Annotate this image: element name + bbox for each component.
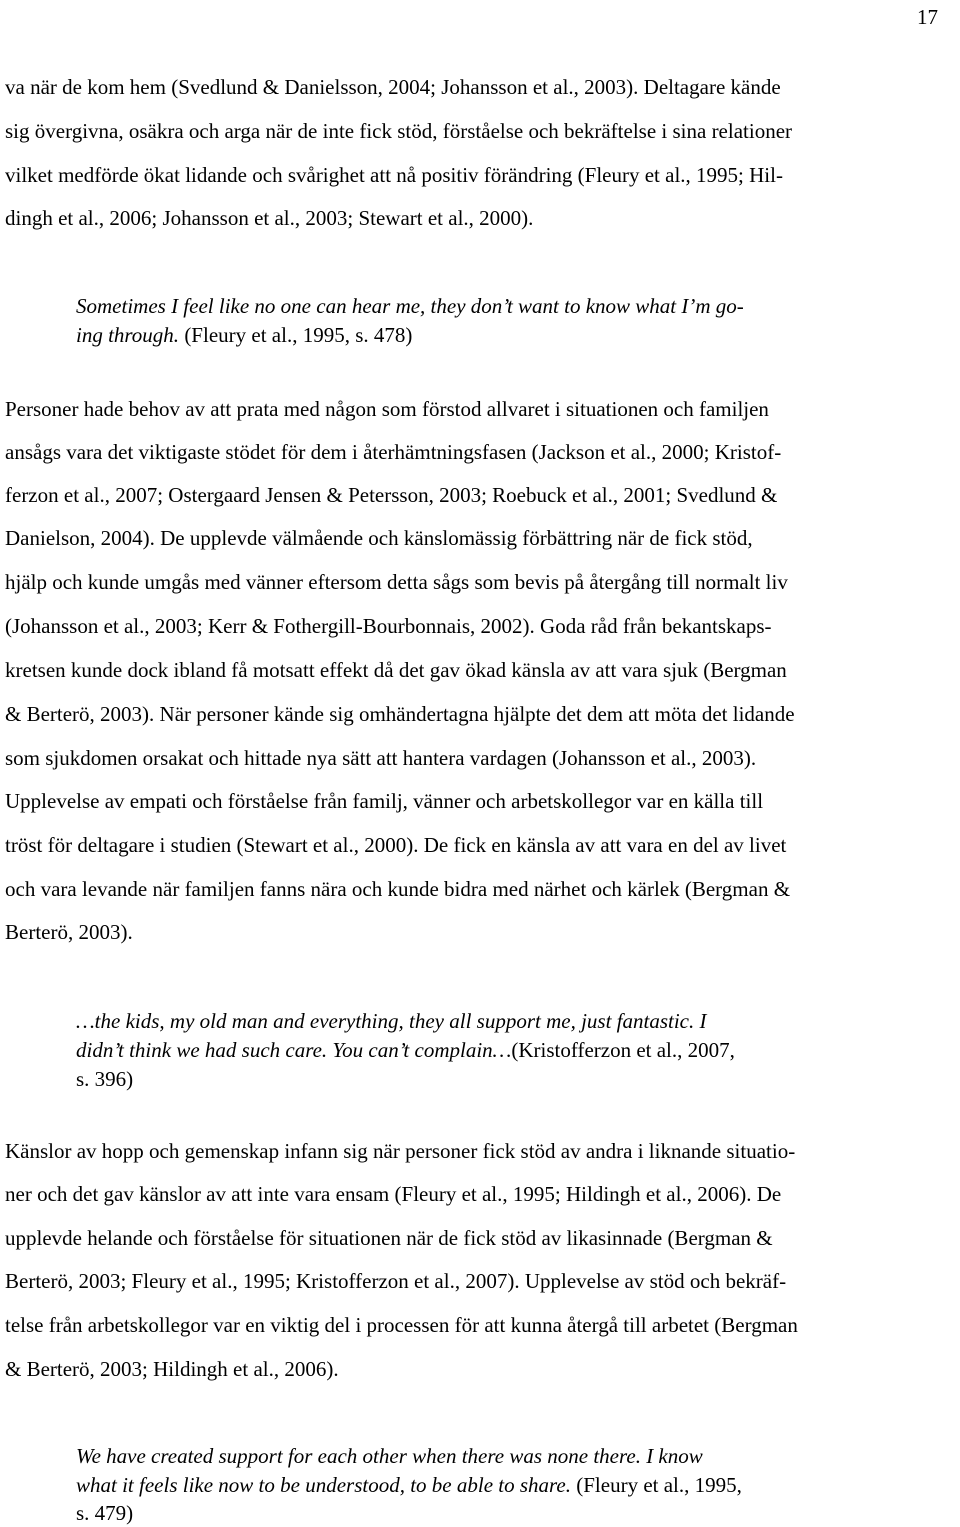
- text-line: (Johansson et al., 2003; Kerr & Fothergill-Bourbonnais, 2002). Goda råd från bekantskaps-: [5, 614, 772, 638]
- text-line: Berterö, 2003; Fleury et al., 1995; Kristofferzon et al., 2007). Upplevelse av stöd och bekräf-: [5, 1269, 787, 1293]
- quote-line: [76, 1473, 742, 1497]
- quote-italic-text: Sometimes I feel like no one can hear me, they don’t want to know what I’m go-: [76, 294, 744, 318]
- text-line: kretsen kunde dock ibland få motsatt effekt då det gav ökad känsla av att vara sjuk (Bergman: [5, 658, 787, 682]
- quote-italic-text: what it feels like now to be understood, to be able to share.: [76, 1473, 571, 1497]
- text-line: telse från arbetskollegor var en viktig del i processen för att kunna återgå till arbetet (Bergman: [5, 1313, 798, 1337]
- text-line: Upplevelse av empati och förståelse från familj, vänner och arbetskollegor var en källa till: [5, 789, 764, 813]
- text-line: Personer hade behov av att prata med någon som förstod allvaret i situationen och familjen: [5, 397, 769, 421]
- quote-citation: s. 396): [76, 1067, 134, 1091]
- text-line: ferzon et al., 2007; Ostergaard Jensen & Petersson, 2003; Roebuck et al., 2001; Svedlund &: [5, 483, 778, 507]
- quote-citation: (Fleury et al., 1995,: [571, 1473, 742, 1497]
- quote-italic-text: We have created support for each other when there was none there. I know: [76, 1444, 703, 1468]
- text-line: sig övergivna, osäkra och arga när de inte fick stöd, förståelse och bekräftelse i sina relationer: [5, 119, 793, 143]
- quote-italic-text: ing through.: [76, 323, 180, 347]
- text-line: & Berterö, 2003; Hildingh et al., 2006).: [5, 1357, 339, 1381]
- quote-line: [76, 1009, 707, 1033]
- text-line: Känslor av hopp och gemenskap infann sig när personer fick stöd av andra i liknande situatio-: [5, 1139, 796, 1163]
- text-line: & Berterö, 2003). När personer kände sig omhändertagna hjälpte det dem att möta det lidande: [5, 702, 795, 726]
- quote-line: [76, 1501, 133, 1525]
- page-number: 17: [917, 5, 938, 29]
- text-line: va när de kom hem (Svedlund & Danielsson, 2004; Johansson et al., 2003). Deltagare kände: [5, 75, 781, 99]
- text-line: hjälp och kunde umgås med vänner eftersom detta sågs som bevis på återgång till normalt liv: [5, 570, 788, 594]
- quote-line: [76, 1444, 703, 1468]
- quote-citation: s. 479): [76, 1501, 134, 1525]
- text-line: ner och det gav känslor av att inte vara ensam (Fleury et al., 1995; Hildingh et al., 2006). De: [5, 1182, 782, 1206]
- text-line: ansågs vara det viktigaste stödet för dem i återhämtningsfasen (Jackson et al., 2000; Kristof-: [5, 440, 782, 464]
- quote-line: [76, 1038, 735, 1062]
- text-line: dingh et al., 2006; Johansson et al., 2003; Stewart et al., 2000).: [5, 206, 534, 230]
- text-line: som sjukdomen orsakat och hittade nya sätt att hantera vardagen (Johansson et al., 2003).: [5, 746, 757, 770]
- quote-citation: (Fleury et al., 1995, s. 478): [179, 323, 413, 347]
- text-line: Danielson, 2004). De upplevde välmående och känslomässig förbättring när de fick stöd,: [5, 526, 753, 550]
- quote-line: [76, 294, 744, 318]
- quote-italic-text: …the kids, my old man and everything, they all support me, just fantastic. I: [76, 1009, 707, 1033]
- text-line: Berterö, 2003).: [5, 920, 133, 944]
- quote-line: [76, 323, 412, 347]
- quote-citation: (Kristofferzon et al., 2007,: [511, 1038, 735, 1062]
- text-line: tröst för deltagare i studien (Stewart et al., 2000). De fick en känsla av att vara en del av livet: [5, 833, 787, 857]
- text-line: och vara levande när familjen fanns nära och kunde bidra med närhet och kärlek (Bergman &: [5, 877, 791, 901]
- quote-line: [76, 1067, 133, 1091]
- text-line: upplevde helande och förståelse för situationen när de fick stöd av likasinnade (Bergman &: [5, 1226, 773, 1250]
- quote-italic-text: didn’t think we had such care. You can’t complain…: [76, 1038, 512, 1062]
- text-line: vilket medförde ökat lidande och svårighet att nå positiv förändring (Fleury et al., 1995; Hil-: [5, 163, 783, 187]
